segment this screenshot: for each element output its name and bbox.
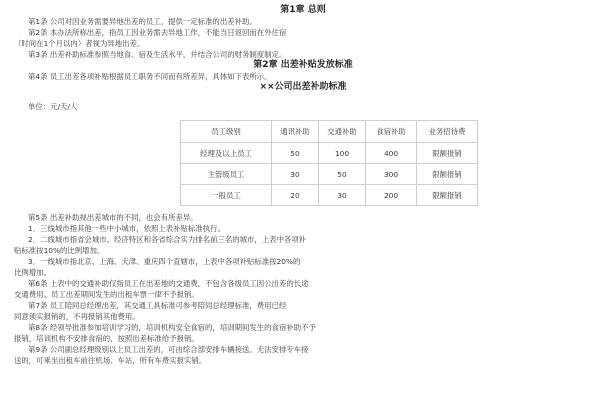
table-row — [181, 185, 478, 206]
subsidy-table — [180, 120, 478, 206]
article-5-item-1: 1．三线城市指其他一些中小城市，依照上表补贴标准执行。 — [28, 224, 225, 233]
table-cell: 50 — [272, 143, 319, 164]
table-cell: 一般员工 — [181, 185, 272, 206]
article-5-item-3 — [14, 256, 592, 278]
table-cell: 20 — [272, 185, 319, 206]
header-cell: 交通补助 — [319, 121, 366, 143]
table-cell: 100 — [319, 143, 366, 164]
article-8-line-2: 报销，培训机构不安排食宿的，按照出差标准给予报销。 — [14, 334, 199, 343]
article-5-item-2-line-2: 贴标准按10%的比例增加。 — [14, 246, 105, 255]
header-cell: 通讯补助 — [272, 121, 319, 143]
article-5-item-2-line-1: 2．二线城市指省会城市、经济特区和各省综合实力排名前三名的城市，上表中各项补 — [28, 235, 307, 244]
table-row — [181, 164, 478, 185]
article-5-intro: 第5条 出差补助视出差城市的不同，也会有所差异。 — [28, 213, 198, 222]
article-5-item-2 — [14, 234, 592, 256]
article-8-line-1: 第8条 经领导批准参加培训学习的，培训机构安全食宿的，培训期间发生的食宿补助不予 — [28, 323, 316, 332]
article-5-item-3-line-1: 3．一线城市指北京、上海、天津、重庆四个直辖市，上表中各项补贴标准按20%的 — [28, 257, 301, 266]
article-9-line-1: 第9条 公司副总经理级别以上员工出差的，可由综合部安排车辆接送。无法安排专车接 — [28, 345, 309, 354]
table-cell: 50 — [319, 164, 366, 185]
table-cell: 经理及以上员工 — [181, 143, 272, 164]
chapter-1-title: 第1章 总则 — [280, 5, 326, 15]
article-9-line-2: 送的，可乘坐出租车前往机场、车站，所有车费实报实销。 — [14, 356, 207, 365]
header-cell: 食宿补助 — [366, 121, 417, 143]
article-5-item-3-line-2: 比例增加。 — [14, 268, 51, 277]
article-2-line-1: 第2条 本办法所称出差，指员工因业务需去异地工作，不能当日返回而在外住宿 — [28, 28, 287, 37]
table-cell: 400 — [366, 143, 417, 164]
article-7-line-1: 第7条 员工陪同总经理出差，其交通工具标准可参考陪同总经理标准，费用已经 — [28, 301, 287, 310]
unit-label: 单位：元/天/人 — [28, 102, 78, 111]
article-7 — [14, 300, 592, 322]
header-cell: 员工级别 — [181, 121, 272, 143]
article-6-line-2: 交通费用。员工出差期间发生的出租车票一律不予报销。 — [14, 290, 199, 299]
chapter-2-title: 第2章 出差补贴发放标准 — [253, 60, 353, 70]
table-header-row — [181, 121, 478, 143]
table-cell: 主管级员工 — [181, 164, 272, 185]
article-6-line-1: 第6条 上表中的交通补助仅指员工在出差地的交通费，不包含各级员工因公出差的长途 — [28, 279, 309, 288]
table-cell: 30 — [272, 164, 319, 185]
article-4: 第4条 员工出差各项补贴根据员工职务不同而有所差异，具体如下表所示。 — [28, 72, 272, 81]
table-row — [181, 143, 478, 164]
article-3: 第3条 出差补助标准参照当地食、宿及生活水平，并结合公司的财务制度制定。 — [28, 50, 287, 59]
article-2 — [14, 27, 592, 49]
article-7-line-2: 同意须实报销的，不再报销其他费用。 — [14, 312, 140, 321]
article-9 — [14, 344, 592, 366]
table-cell: 限额报销 — [417, 185, 478, 206]
article-2-line-2: （时间在1个月以内）者视为异地出差。 — [14, 39, 145, 48]
table-cell: 30 — [319, 185, 366, 206]
table-cell: 限额报销 — [417, 164, 478, 185]
article-6 — [14, 278, 592, 300]
table-cell: 300 — [366, 164, 417, 185]
table-cell: 限额报销 — [417, 143, 478, 164]
article-8 — [14, 322, 592, 344]
header-cell: 业务招待费 — [417, 121, 478, 143]
table-cell: 200 — [366, 185, 417, 206]
article-1: 第1条 公司对因业务需要异地出差的员工，提供一定标准的出差补助。 — [28, 17, 257, 26]
table-title: ××公司出差补助标准 — [259, 82, 347, 92]
